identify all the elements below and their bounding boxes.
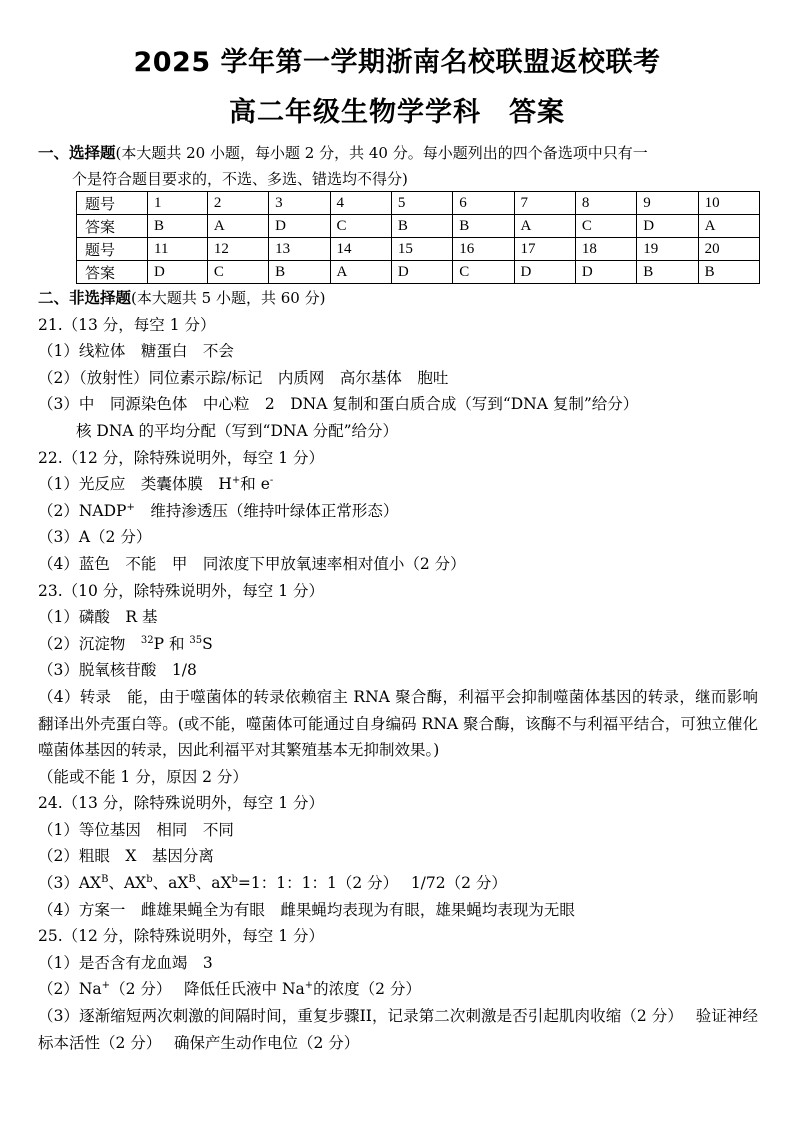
section2-intro bbox=[38, 285, 758, 312]
table-row bbox=[77, 192, 760, 215]
q23-answer-4-scoring: （能或不能 1 分，原因 2 分） bbox=[38, 767, 248, 786]
table-cell: 16 bbox=[453, 238, 514, 261]
table-cell: A bbox=[207, 215, 268, 238]
q25-answer-1: （1）是否含有龙血竭 3 bbox=[38, 953, 213, 972]
q21-answer-3: （3）中 同源染色体 中心粒 2 DNA 复制和蛋白质合成（写到“DNA 复制”给分） bbox=[38, 395, 639, 414]
table-cell: C bbox=[453, 261, 514, 284]
table-cell: 17 bbox=[514, 238, 575, 261]
table-cell: C bbox=[330, 215, 391, 238]
section1-intro bbox=[38, 140, 758, 166]
section1-heading: 一、选择题 bbox=[38, 144, 116, 162]
table-cell: D bbox=[514, 261, 575, 284]
table-cell: 2 bbox=[207, 192, 268, 215]
table-cell: 10 bbox=[698, 192, 759, 215]
table-cell: B bbox=[453, 215, 514, 238]
subtitle-answer: 答案 bbox=[509, 97, 565, 128]
q24-answer-4: （4）方案一 雌雄果蝇全为有眼 雌果蝇均表现为有眼，雄果蝇均表现为无眼 bbox=[38, 900, 575, 919]
table-cell: 3 bbox=[269, 192, 330, 215]
section-free-response bbox=[38, 285, 758, 1056]
q24-answer-3: $(3)AX^B$、$AX^b$、$aX^B$、$aX^b=1$：1：1：1（2 分） 1/72（2 分） bbox=[38, 874, 507, 893]
table-cell: 11 bbox=[148, 238, 208, 261]
table-cell: 8 bbox=[575, 192, 636, 215]
q22-answer-1: （1）光反应 类囊体膜 H+和 e- bbox=[38, 475, 274, 494]
table-row bbox=[77, 238, 760, 261]
q21-answer-1: （1）线粒体 糖蛋白 不会 bbox=[38, 342, 234, 361]
table-cell: D bbox=[575, 261, 636, 284]
table-cell: 5 bbox=[391, 192, 452, 215]
table-cell: 15 bbox=[391, 238, 452, 261]
section1-note-cont: 个是符合题目要求的，不选、多选、错选均不得分) bbox=[72, 170, 408, 188]
q22-answer-4: （4）蓝色 不能 甲 同浓度下甲放氧速率相对值小（2 分） bbox=[38, 554, 466, 573]
table-cell: C bbox=[575, 215, 636, 238]
q25-answer-3: （3）逐渐缩短两次刺激的间隔时间，重复步骤II，记录第二次刺激是否引起肌肉收缩（2 分） 验证神经标本活性（2 分） 确保产生动作电位（2 分） bbox=[38, 1007, 758, 1052]
table-label-ans: 答案 bbox=[77, 215, 148, 238]
q24-heading: 24.（13 分，除特殊说明外，每空 1 分） bbox=[38, 794, 325, 813]
q23-answer-4: （4）转录 能，由于噬菌体的转录依赖宿主 RNA 聚合酶，利福平会抑制噬菌体基因的转录，继而影响翻译出外壳蛋白等。(或不能，噬菌体可能通过自身编码 RNA 聚合酶，该酶不与利福平结合，可独立催化噬菌体基因的转录，因此利福平对其繁殖基本无抑制效果。) bbox=[38, 687, 758, 760]
q21-answer-3-cont: 核 DNA 的平均分配（写到“DNA 分配”给分） bbox=[76, 421, 398, 440]
table-cell: 7 bbox=[514, 192, 575, 215]
table-cell: 18 bbox=[575, 238, 636, 261]
q21-answer-2: （2）（放射性）同位素示踪/标记 内质网 高尔基体 胞吐 bbox=[38, 368, 449, 387]
table-cell: C bbox=[207, 261, 268, 284]
table-cell: B bbox=[391, 215, 452, 238]
table-cell: 1 bbox=[148, 192, 208, 215]
document-title: 2025 学年第一学期浙南名校联盟返校联考 bbox=[133, 47, 661, 78]
q22-answer-3: （3）A（2 分） bbox=[38, 528, 152, 547]
table-cell: B bbox=[269, 261, 330, 284]
section-multiple-choice bbox=[38, 140, 758, 192]
table-label-ans: 答案 bbox=[77, 261, 148, 284]
table-cell: 9 bbox=[637, 192, 698, 215]
table-cell: 14 bbox=[330, 238, 391, 261]
table-cell: A bbox=[514, 215, 575, 238]
table-cell: A bbox=[698, 215, 759, 238]
section2-heading: 二、非选择题 bbox=[38, 289, 132, 307]
table-cell: B bbox=[698, 261, 759, 284]
q23-answer-2: （2）沉淀物 $^{32}$P 和 $^{35}$S bbox=[38, 634, 213, 653]
table-cell: B bbox=[637, 261, 698, 284]
table-cell: D bbox=[269, 215, 330, 238]
table-cell: D bbox=[391, 261, 452, 284]
section1-note: (本大题共 20 小题，每小题 2 分，共 40 分。每小题列出的四个备选项中只有一 bbox=[115, 144, 648, 162]
q23-answer-1: （1）磷酸 R 基 bbox=[38, 608, 158, 627]
table-cell: 12 bbox=[207, 238, 268, 261]
q22-answer-2: （2）NADP+ 维持渗透压（维持叶绿体正常形态） bbox=[38, 501, 399, 520]
q21-heading: 21.（13 分，每空 1 分） bbox=[38, 315, 216, 334]
table-cell: 6 bbox=[453, 192, 514, 215]
q25-heading: 25.（12 分，除特殊说明外，每空 1 分） bbox=[38, 927, 325, 946]
table-label-num: 题号 bbox=[77, 192, 148, 215]
subtitle-subject: 高二年级生物学学科 bbox=[229, 97, 481, 128]
table-cell: 4 bbox=[330, 192, 391, 215]
table-cell: D bbox=[148, 261, 208, 284]
document-subtitle bbox=[0, 90, 794, 129]
section2-note: (本大题共 5 小题，共 60 分) bbox=[131, 289, 326, 307]
table-row bbox=[77, 261, 760, 284]
q24-answer-1: （1）等位基因 相同 不同 bbox=[38, 820, 234, 839]
table-label-num: 题号 bbox=[77, 238, 148, 261]
q24-answer-2: （2）粗眼 X 基因分离 bbox=[38, 847, 214, 866]
q23-heading: 23.（10 分，除特殊说明外，每空 1 分） bbox=[38, 581, 325, 600]
table-row bbox=[77, 215, 760, 238]
table-cell: 19 bbox=[637, 238, 698, 261]
table-cell: B bbox=[148, 215, 208, 238]
table-cell: 20 bbox=[698, 238, 759, 261]
answer-table bbox=[76, 191, 760, 284]
q22-heading: 22.（12 分，除特殊说明外，每空 1 分） bbox=[38, 448, 325, 467]
q25-answer-2: （2）Na+（2 分） 降低任氏液中 Na+的浓度（2 分） bbox=[38, 980, 421, 999]
table-cell: A bbox=[330, 261, 391, 284]
table-cell: 13 bbox=[269, 238, 330, 261]
table-cell: D bbox=[637, 215, 698, 238]
q23-answer-3: （3）脱氧核苷酸 1/8 bbox=[38, 661, 197, 680]
